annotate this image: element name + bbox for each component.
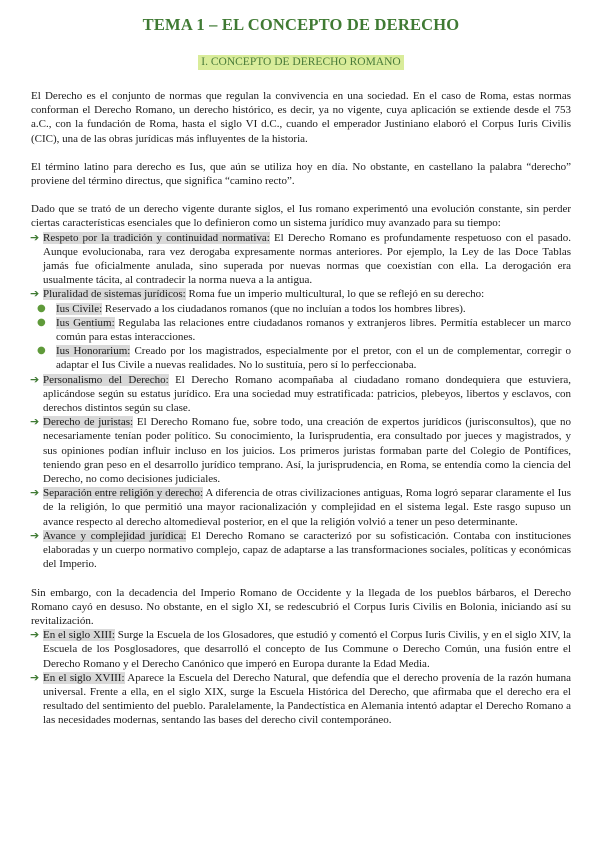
- list-item-text: Aparece la Escuela del Derecho Natural, que defendía que el derecho provenía de la razón humana universal. Frente a ella, en el siglo XIX, surge la Escuela Histórica del Derecho, que afirmaba que el derecho era el resultado del sentimiento del pueblo. Paralelamente, la Pandectística en Alemania intentó adaptar el Derecho Romano a las necesidades modernas, sentando las bases del derecho civil contemporáneo.: [43, 671, 572, 727]
- page-title: TEMA 1 – EL CONCEPTO DE DERECHO: [142, 15, 460, 34]
- bullet-icon: ●: [37, 302, 46, 314]
- list-item: [31, 628, 571, 671]
- list-item-text: A diferencia de otras civilizaciones antiguas, Roma logró separar claramente el Ius de la religión, lo que permitió una mayor racionalización y complejidad en el sistema legal. Este rasgo supuso un avance respecto al derecho altomedieval posterior, en el que la religión volvió a tener un peso determinante.: [43, 487, 572, 528]
- sub-item-text: Creado por los magistrados, especialmente por el pretor, con el un de complementar, corregir o adaptar el Ius Civile a nuevas realidades. No lo sustituía, pero sí lo perfeccionaba.: [56, 345, 572, 372]
- section-heading-wrap: [31, 54, 571, 70]
- sub-item-text: Regulaba las relaciones entre ciudadanos romanos y extranjeros libres. Permitía establecer un marco común para estas interacciones.: [56, 316, 571, 344]
- list-item: [31, 287, 571, 301]
- list-item: [31, 671, 571, 728]
- list-item-text: Surge la Escuela de los Glosadores, que estudió y comentó el Corpus Iuris Civilis, y en el siglo XIV, la Escuela de los Posglosadores, que desarrolló el concepto de Ius Commune o Derecho Común, una fusión entre el Derecho Romano y el Derecho Canónico que imperó en Europa durante la Edad Media.: [43, 629, 571, 670]
- bullet-icon: ●: [37, 316, 46, 328]
- sub-item-term: Ius Honorarium:: [56, 345, 131, 358]
- arrow-icon: ➔: [30, 486, 40, 500]
- intro-paragraph: El Derecho es el conjunto de normas que regulan la convivencia en una sociedad. En el caso de Roma, estas normas conforman el Derecho Romano, un derecho histórico, es decir, ya no vigente, cuya aplicación se extiende desde el 753 a.C., con la fundación de Roma, hasta el siglo VI d.C., cuando el emperador Justiniano elaboró el Corpus Iuris Civilis (CIC), una de las obras jurídicas más influyentes de la historia.: [31, 90, 571, 145]
- list-item: [31, 231, 571, 288]
- arrow-icon: ➔: [30, 528, 40, 542]
- list-item-text: El Derecho Romano se caracterizó por su sofisticación. Contaba con instituciones elaboradas y un cuerpo normativo complejo, capaz de adaptarse a las transformaciones sociales, políticas y económicas del Imperio.: [43, 529, 571, 571]
- list-item-term: Respeto por la tradición y continuidad normativa:: [43, 231, 270, 244]
- list-item-term: Personalismo del Derecho:: [43, 373, 169, 386]
- arrow-icon: ➔: [30, 287, 40, 301]
- list-item-text: Roma fue un imperio multicultural, lo que se reflejó en su derecho:: [185, 288, 485, 301]
- list-item-term: Avance y complejidad jurídica:: [43, 529, 187, 542]
- list-item-text: El Derecho Romano acompañaba al ciudadano romano dondequiera que estuviera, aplicándose según su estatus jurídico. Era una sociedad muy estratificada: patricios, plebeyos, libertos y esclavos, con derechos distintos según su clase.: [43, 373, 571, 415]
- bullet-icon: ●: [37, 345, 46, 357]
- sub-item-term: Ius Gentium:: [56, 316, 115, 329]
- sub-item-text: Reservado a los ciudadanos romanos (que no incluían a todos los hombres libres).: [102, 302, 466, 315]
- arrow-icon: ➔: [30, 670, 40, 684]
- list-item-text: El Derecho Romano fue, sobre todo, una creación de expertos jurídicos (jurisconsultos), que no necesariamente tenían poder político. Su conocimiento, la Iurisprudentia, era consultado por jueces y magistrados, y sus opiniones podían influir incluso en los juicios. Los primeros juristas formaban parte del Colegio de Pontífices, teniendo gran peso en el desarrollo jurídico temprano. Así, la jurisprudencia, en Roma, se entendía como la ciencia del Derecho, no como decisiones judiciales.: [43, 416, 572, 486]
- sub-list-item: [31, 344, 571, 372]
- sub-list-item: [31, 302, 571, 316]
- list-item: [31, 529, 571, 572]
- section-heading: I. CONCEPTO DE DERECHO ROMANO: [198, 55, 403, 70]
- list-item-term: Pluralidad de sistemas jurídicos:: [43, 288, 186, 301]
- arrow-icon: ➔: [30, 372, 40, 386]
- list-item-term: En el siglo XVIII:: [43, 671, 125, 684]
- list-item-text: El Derecho Romano es profundamente respetuoso con el pasado. Aunque evolucionaba, rara vez derogaba expresamente normas anteriores. Por ejemplo, la Ley de las Doce Tablas jamás fue oficialmente anulada, sino superada por nuevas normas que coexistían con ella. La derogación era usualmente tácita, al contradecir la norma nueva a la antigua.: [43, 231, 571, 287]
- list-item-term: En el siglo XIII:: [43, 629, 115, 642]
- list-item-term: Derecho de juristas:: [43, 416, 134, 429]
- arrow-icon: ➔: [30, 230, 40, 244]
- list-item: [31, 373, 571, 416]
- sub-item-term: Ius Civile:: [56, 302, 103, 315]
- list-item: [31, 415, 571, 486]
- arrow-icon: ➔: [30, 415, 40, 429]
- arrow-icon: ➔: [30, 628, 40, 642]
- evolution-paragraph: Dado que se trató de un derecho vigente durante siglos, el Ius romano experimentó una evolución constante, sin perder ciertas características esenciales que lo definieron como un sistema jurídico muy avanzado para su tiempo:: [31, 203, 571, 230]
- decline-paragraph: Sin embargo, con la decadencia del Imperio Romano de Occidente y la llegada de los pueblos bárbaros, el Derecho Romano cayó en desuso. No obstante, en el siglo XI, se redescubrió el Corpus Iuris Civilis en Bolonia, iniciando así su revitalización.: [31, 586, 571, 627]
- list-item: [31, 486, 571, 529]
- etymology-paragraph: El término latino para derecho es Ius, que aún se utiliza hoy en día. No obstante, en castellano la palabra “derecho” proviene del término directus, que significa “camino recto”.: [31, 160, 571, 188]
- sub-list-item: [31, 316, 571, 344]
- list-item-term: Separación entre religión y derecho:: [43, 487, 204, 500]
